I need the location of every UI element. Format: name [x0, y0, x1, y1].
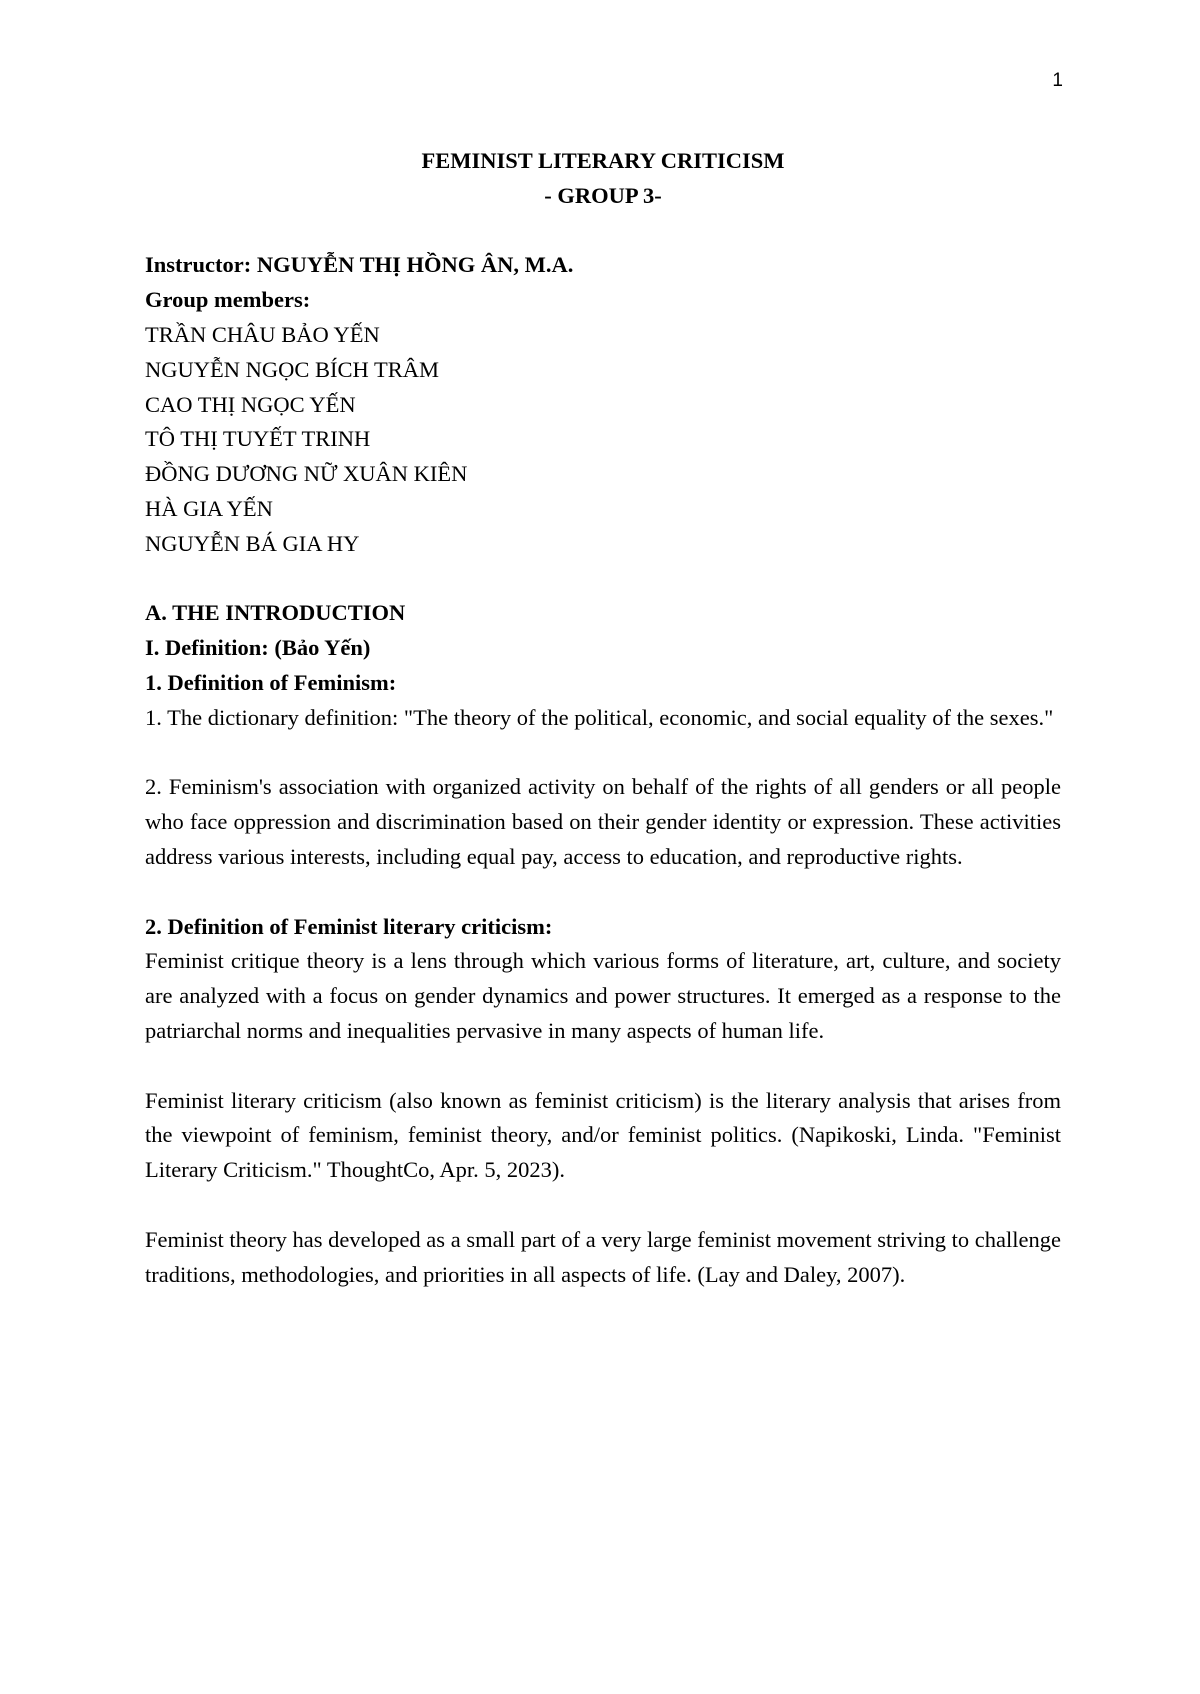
document-subtitle: - GROUP 3-	[544, 182, 662, 208]
paragraph: Feminist literary criticism (also known as feminist criticism) is the literary analysis that arises from the viewpoint of feminism, feminist theory, and/or feminist politics. (Napikoski, Linda. "Feminist Literary Criticism." ThoughtCo, Apr. 5, 2023).	[145, 1087, 1061, 1183]
spacer	[145, 562, 1061, 597]
spacer	[145, 1188, 1061, 1223]
member-name: NGUYỄN NGỌC BÍCH TRÂM	[145, 356, 439, 382]
spacer	[145, 736, 1061, 771]
paragraph: Feminist theory has developed as a small part of a very large feminist movement striving to challenge traditions, methodologies, and priorities in all aspects of life. (Lay and Daley, 2007).	[145, 1226, 1061, 1287]
member-name: TRẦN CHÂU BẢO YẾN	[145, 321, 380, 347]
document-title: FEMINIST LITERARY CRITICISM	[421, 148, 785, 173]
paragraph: Feminist critique theory is a lens through which various forms of literature, art, culture, and society are analyzed with a focus on gender dynamics and power structures. It emerged as a response to the patriarchal norms and inequalities pervasive in many aspects of human life.	[145, 948, 1061, 1043]
spacer	[145, 875, 1061, 910]
subsubsection-heading: 2. Definition of Feminist literary criticism:	[145, 913, 553, 939]
paragraph: 2. Feminism's association with organized activity on behalf of the rights of all genders or all people who face oppression and discrimination based on their gender identity or expression. These activities address various interests, including equal pay, access to education, and reproductive rights.	[145, 774, 1061, 869]
page-number: 1	[1052, 70, 1063, 91]
spacer	[145, 214, 1061, 249]
member-name: ĐỒNG DƯƠNG NỮ XUÂN KIÊN	[145, 461, 468, 487]
subsection-heading: I. Definition: (Bảo Yến)	[145, 635, 371, 661]
instructor-line: Instructor: NGUYỄN THỊ HỒNG ÂN, M.A.	[145, 252, 574, 278]
document-body	[145, 144, 1061, 1292]
member-name: TÔ THỊ TUYẾT TRINH	[145, 426, 371, 452]
paragraph: 1. The dictionary definition: "The theory of the political, economic, and social equality of the sexes."	[145, 704, 1054, 730]
spacer	[145, 1049, 1061, 1084]
member-name: NGUYỄN BÁ GIA HY	[145, 530, 360, 556]
section-heading: A. THE INTRODUCTION	[145, 600, 406, 626]
group-members-label: Group members:	[145, 287, 311, 313]
member-name: CAO THỊ NGỌC YẾN	[145, 391, 356, 417]
member-name: HÀ GIA YẾN	[145, 495, 273, 521]
subsubsection-heading: 1. Definition of Feminism:	[145, 669, 397, 695]
